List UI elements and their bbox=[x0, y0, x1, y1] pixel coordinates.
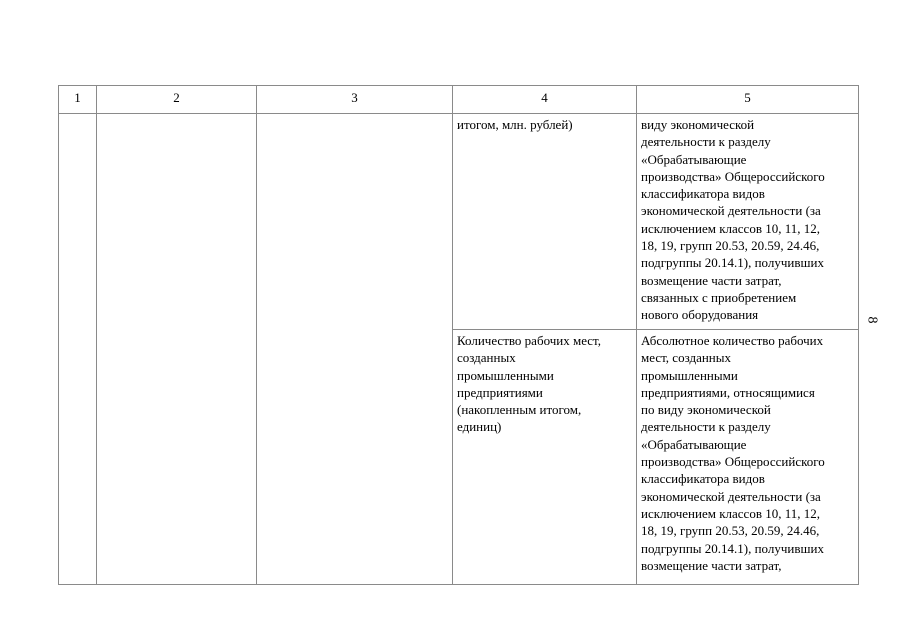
header-col-2: 2 bbox=[97, 86, 257, 114]
indicator-description-cell: Абсолютное количество рабочих мест, созданных промышленными предприятиями, относящимися по виду экономической деятельности к разделу «Обрабатывающие производства» Общероссийского классификатора видов экономической деятельности (за исключением классов 10, 11, 12, 18, 19, групп 20.53, 20.59, 24.46, подгруппы 20.14.1), получивших возмещение части затрат, bbox=[637, 330, 859, 585]
indicator-name-cell: итогом, млн. рублей) bbox=[453, 114, 637, 330]
cell-col-3 bbox=[257, 114, 453, 585]
cell-col-2 bbox=[97, 114, 257, 585]
indicator-name-cell: Количество рабочих мест, созданных промышленными предприятиями (накопленным итогом, единиц) bbox=[453, 330, 637, 585]
cell-col-1 bbox=[59, 114, 97, 585]
header-col-4: 4 bbox=[453, 86, 637, 114]
indicators-table bbox=[58, 85, 859, 585]
header-col-1: 1 bbox=[59, 86, 97, 114]
header-col-3: 3 bbox=[257, 86, 453, 114]
table-header-row bbox=[59, 86, 859, 114]
indicator-description-cell: виду экономической деятельности к разделу «Обрабатывающие производства» Общероссийского классификатора видов экономической деятельности (за исключением классов 10, 11, 12, 18, 19, групп 20.53, 20.59, 24.46, подгруппы 20.14.1), получивших возмещение части затрат, связанных с приобретением нового оборудования bbox=[637, 114, 859, 330]
page-number: 8 bbox=[864, 316, 880, 324]
header-col-5: 5 bbox=[637, 86, 859, 114]
table-row bbox=[59, 114, 859, 330]
